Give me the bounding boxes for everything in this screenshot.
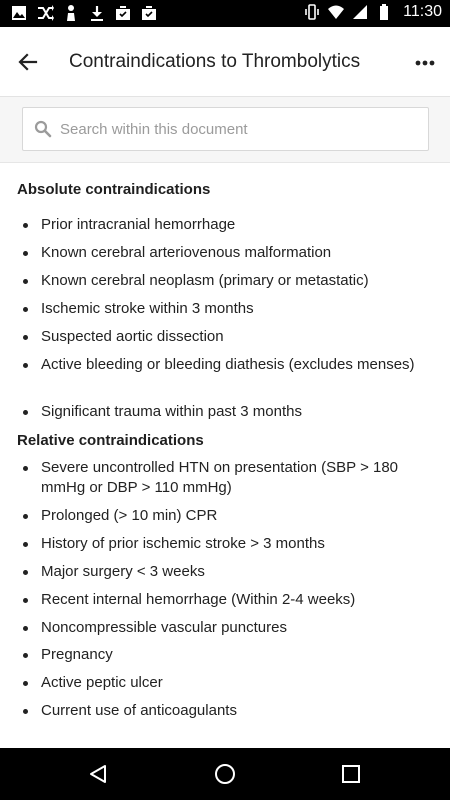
recents-nav-button[interactable] bbox=[339, 762, 363, 786]
section-heading-absolute: Absolute contraindications bbox=[17, 181, 211, 198]
document-content bbox=[0, 170, 450, 748]
list-item: Known cerebral arteriovenous malformation bbox=[23, 243, 433, 263]
download-icon bbox=[88, 4, 106, 22]
search-box[interactable] bbox=[22, 107, 429, 151]
list-item: Pregnancy bbox=[23, 645, 433, 665]
image-icon bbox=[10, 4, 28, 22]
bullet bbox=[23, 335, 28, 340]
notification-icons bbox=[10, 4, 158, 22]
system-icons bbox=[303, 3, 442, 21]
list-item: Active bleeding or bleeding diathesis (excludes menses) bbox=[23, 355, 433, 375]
list-item: Suspected aortic dissection bbox=[23, 327, 433, 347]
list-item: Recent internal hemorrhage (Within 2-4 weeks) bbox=[23, 590, 433, 610]
bullet bbox=[23, 653, 28, 658]
bullet bbox=[23, 681, 28, 686]
mail-check-icon bbox=[114, 4, 132, 22]
bullet bbox=[23, 514, 28, 519]
signal-icon bbox=[351, 3, 369, 21]
list-item: History of prior ischemic stroke > 3 months bbox=[23, 534, 433, 554]
more-horizontal-icon bbox=[415, 59, 435, 67]
list-item: Active peptic ulcer bbox=[23, 673, 433, 693]
clock: 11:30 bbox=[403, 3, 442, 20]
bullet bbox=[23, 307, 28, 312]
bullet bbox=[23, 542, 28, 547]
section-heading-relative: Relative contraindications bbox=[17, 432, 204, 449]
bullet bbox=[23, 598, 28, 603]
search-input[interactable] bbox=[60, 108, 420, 150]
list-item: Severe uncontrolled HTN on presentation (SBP > 180 mmHg or DBP > 110 mmHg) bbox=[23, 458, 433, 498]
bullet bbox=[23, 466, 28, 471]
home-nav-button[interactable] bbox=[213, 762, 237, 786]
page-title: Contraindications to Thrombolytics bbox=[69, 51, 361, 72]
mail-check-icon bbox=[140, 4, 158, 22]
bullet bbox=[23, 626, 28, 631]
list-item: Major surgery < 3 weeks bbox=[23, 562, 433, 582]
list-item: Known cerebral neoplasm (primary or metastatic) bbox=[23, 271, 433, 291]
shuffle-icon bbox=[36, 4, 54, 22]
battery-icon bbox=[375, 3, 393, 21]
more-options-button[interactable] bbox=[414, 51, 436, 75]
bullet bbox=[23, 363, 28, 368]
arrow-left-icon bbox=[17, 51, 39, 73]
square-recents-icon bbox=[340, 763, 362, 785]
wifi-icon bbox=[327, 3, 345, 21]
bullet bbox=[23, 251, 28, 256]
bullet bbox=[23, 410, 28, 415]
triangle-back-icon bbox=[87, 763, 109, 785]
bullet bbox=[23, 570, 28, 575]
person-icon bbox=[62, 4, 80, 22]
bullet bbox=[23, 223, 28, 228]
list-item: Ischemic stroke within 3 months bbox=[23, 299, 433, 319]
navigation-bar bbox=[0, 748, 450, 800]
list-item: Current use of anticoagulants bbox=[23, 701, 433, 721]
back-button[interactable] bbox=[14, 48, 42, 76]
list-item: Prior intracranial hemorrhage bbox=[23, 215, 433, 235]
circle-home-icon bbox=[214, 763, 236, 785]
status-bar bbox=[0, 0, 450, 27]
list-item: Noncompressible vascular punctures bbox=[23, 618, 433, 638]
search-area bbox=[0, 97, 450, 163]
bullet bbox=[23, 709, 28, 714]
list-item: Significant trauma within past 3 months bbox=[23, 402, 433, 422]
back-nav-button[interactable] bbox=[86, 762, 110, 786]
bullet bbox=[23, 279, 28, 284]
app-bar bbox=[0, 27, 450, 97]
vibrate-icon bbox=[303, 3, 321, 21]
search-icon bbox=[34, 120, 52, 138]
list-item: Prolonged (> 10 min) CPR bbox=[23, 506, 433, 526]
